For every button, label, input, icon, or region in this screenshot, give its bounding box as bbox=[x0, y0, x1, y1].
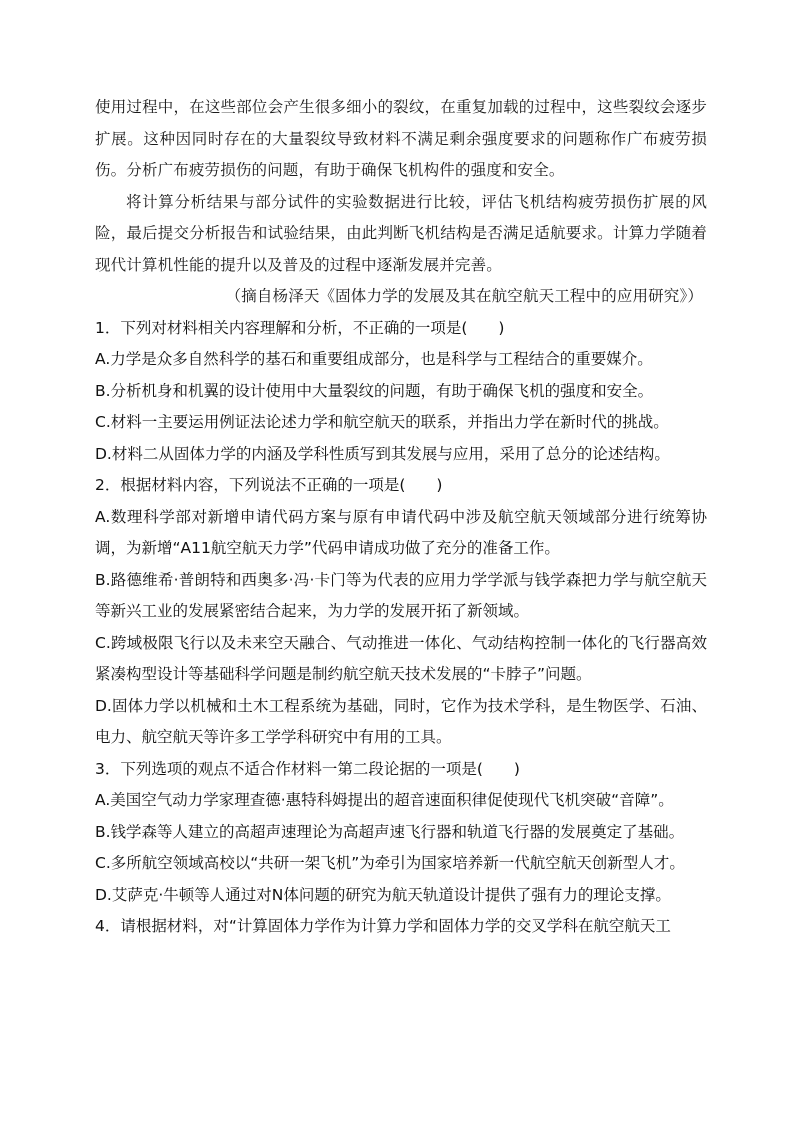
question-4 bbox=[95, 911, 707, 943]
question-3-option-a: A.美国空气动力学家理查德·惠特科姆提出的超音速面积律促使现代飞机突破“音障”。 bbox=[95, 791, 674, 809]
document-page bbox=[95, 92, 707, 943]
question-1 bbox=[95, 313, 707, 471]
question-1-option-c: C.材料一主要运用例证法论述力学和航空航天的联系，并指出力学在新时代的挑战。 bbox=[95, 413, 669, 431]
question-3 bbox=[95, 754, 707, 912]
question-2-stem: 2．根据材料内容，下列说法不正确的一项是( ) bbox=[95, 476, 443, 494]
question-1-option-a: A.力学是众多自然科学的基石和重要组成部分，也是科学与工程结合的重要媒介。 bbox=[95, 350, 653, 368]
question-2-option-c: C.跨域极限飞行以及未来空天融合、气动推进一体化、气动结构控制一体化的飞行器高效紧凑构型设计等基础科学问题是制约航空航天技术发展的“卡脖子”问题。 bbox=[95, 633, 707, 683]
passage-paragraph-2: 将计算分析结果与部分试件的实验数据进行比较，评估飞机结构疲劳损伤扩展的风险，最后提交分析报告和试验结果，由此判断飞机结构是否满足适航要求。计算力学随着现代计算机性能的提升以及普及的过程中逐渐发展并完善。 bbox=[95, 192, 707, 274]
question-1-option-b: B.分析机身和机翼的设计使用中大量裂纹的问题，有助于确保飞机的强度和安全。 bbox=[95, 381, 654, 400]
passage-source: （摘自杨泽天《固体力学的发展及其在航空航天工程中的应用研究》） bbox=[225, 287, 703, 305]
question-3-option-c: C.多所航空领域高校以“共研一架飞机”为牵引为国家培养新一代航空航天创新型人才。 bbox=[95, 854, 685, 872]
question-2-option-d: D.固体力学以机械和土木工程系统为基础，同时，它作为技术学科，是生物医学、石油、电力、航空航天等许多工学学科研究中有用的工具。 bbox=[95, 696, 707, 746]
question-1-option-d: D.材料二从固体力学的内涵及学科性质写到其发展与应用，采用了总分的论述结构。 bbox=[95, 444, 670, 463]
question-2 bbox=[95, 470, 707, 754]
question-3-stem: 3．下列选项的观点不适合作材料一第二段论据的一项是( ) bbox=[95, 759, 520, 778]
passage bbox=[95, 92, 707, 313]
question-3-option-d: D.艾萨克·牛顿等人通过对N体问题的研究为航天轨道设计提供了强有力的理论支撑。 bbox=[95, 885, 671, 904]
question-2-option-b: B.路德维希·普朗特和西奥多·冯·卡门等为代表的应用力学学派与钱学森把力学与航空航天等新兴工业的发展紧密结合起来，为力学的发展开拓了新领域。 bbox=[95, 570, 707, 620]
question-3-option-b: B.钱学森等人建立的高超声速理论为高超声速飞行器和轨道飞行器的发展奠定了基础。 bbox=[95, 822, 685, 841]
passage-paragraph-1: 使用过程中，在这些部位会产生很多细小的裂纹，在重复加载的过程中，这些裂纹会逐步扩展。这种因同时存在的大量裂纹导致材料不满足剩余强度要求的问题称作广布疲劳损伤。分析广布疲劳损伤的问题，有助于确保飞机构件的强度和安全。 bbox=[95, 98, 707, 179]
question-2-option-a: A.数理科学部对新增申请代码方案与原有申请代码中涉及航空航天领域部分进行统筹协调，为新增“A11航空航天力学”代码申请成功做了充分的准备工作。 bbox=[95, 507, 707, 557]
question-4-stem: 4．请根据材料，对“计算固体力学作为计算力学和固体力学的交叉学科在航空航天工 bbox=[95, 917, 671, 935]
question-1-stem: 1．下列对材料相关内容理解和分析，不正确的一项是( ) bbox=[95, 318, 505, 337]
